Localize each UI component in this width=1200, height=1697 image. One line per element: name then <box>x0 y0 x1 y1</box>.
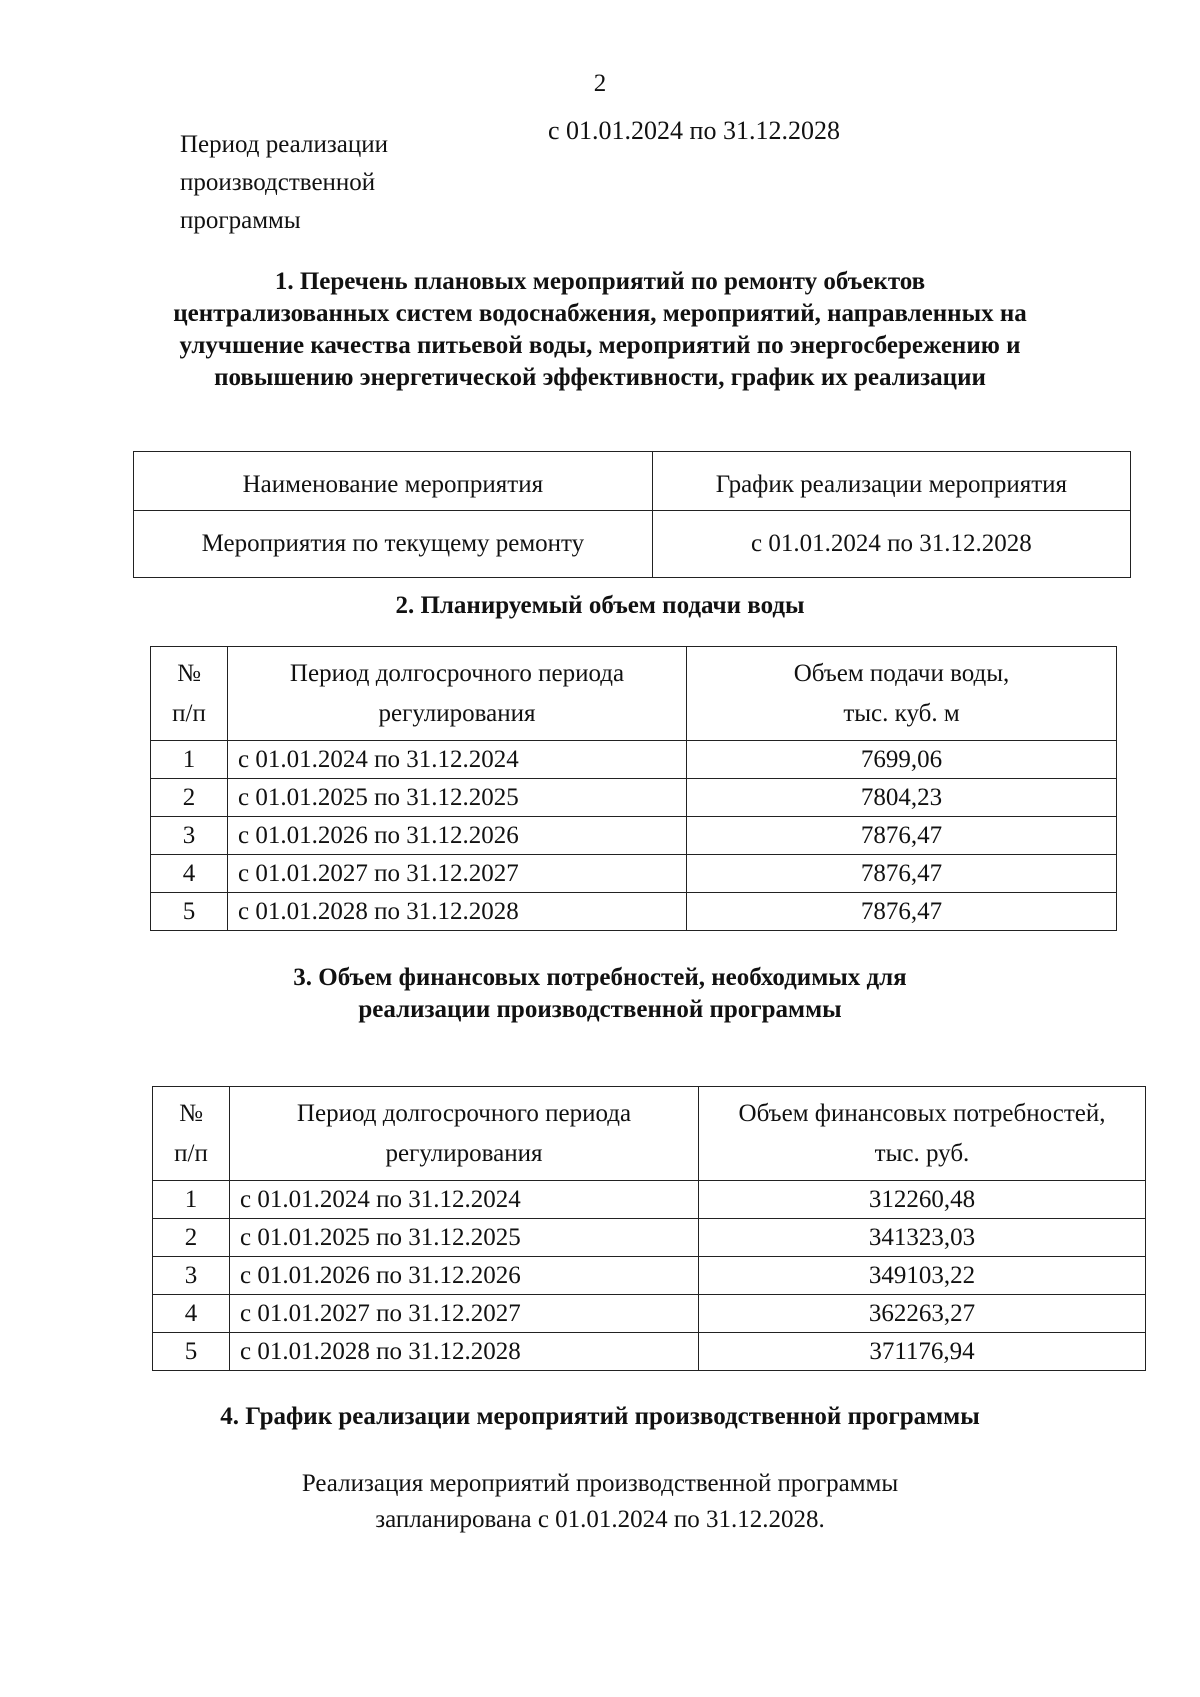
column-header-number <box>151 647 228 741</box>
activity-name-cell: Мероприятия по текущему ремонту <box>134 511 653 578</box>
amount-cell: 312260,48 <box>699 1181 1146 1219</box>
row-number-cell: 3 <box>153 1257 230 1295</box>
amount-cell: 362263,27 <box>699 1295 1146 1333</box>
table-header-row <box>151 647 1117 741</box>
page-number: 2 <box>593 70 607 97</box>
header-line: Период долгосрочного периода <box>289 659 625 687</box>
closing-paragraph <box>300 1466 900 1538</box>
amount-cell: 341323,03 <box>699 1219 1146 1257</box>
column-header-financial-needs <box>699 1087 1146 1181</box>
header-line: тыс. куб. м <box>843 699 960 727</box>
row-number-cell: 2 <box>151 779 228 817</box>
column-header-schedule: График реализации мероприятия <box>652 452 1130 511</box>
period-label-line: программы <box>180 207 301 234</box>
header-line: Объем финансовых потребностей, <box>738 1099 1106 1127</box>
period-cell: с 01.01.2024 по 31.12.2024 <box>228 741 687 779</box>
column-header-period <box>228 647 687 741</box>
header-line: № <box>179 1099 203 1127</box>
section-3-title <box>120 962 1080 1026</box>
table-row <box>153 1295 1146 1333</box>
section-1-title-line: повышению энергетической эффективности, график их реализации <box>214 364 986 391</box>
row-number-cell: 3 <box>151 817 228 855</box>
period-cell: с 01.01.2027 по 31.12.2027 <box>230 1295 699 1333</box>
period-label-line: производственной <box>180 169 376 196</box>
activities-table <box>133 451 1131 578</box>
header-line: п/п <box>174 1139 208 1167</box>
section-1-title-line: улучшение качества питьевой воды, мероприятий по энергосбережению и <box>179 332 1021 359</box>
row-number-cell: 5 <box>153 1333 230 1371</box>
water-supply-table <box>150 646 1117 931</box>
period-cell: с 01.01.2024 по 31.12.2024 <box>230 1181 699 1219</box>
row-number-cell: 1 <box>151 741 228 779</box>
row-number-cell: 5 <box>151 893 228 931</box>
table-header-row <box>153 1087 1146 1181</box>
table-row <box>153 1257 1146 1295</box>
period-cell: с 01.01.2027 по 31.12.2027 <box>228 855 687 893</box>
column-header-number <box>153 1087 230 1181</box>
section-4-title: 4. График реализации мероприятий производственной программы <box>220 1403 980 1430</box>
section-3-title-line: 3. Объем финансовых потребностей, необходимых для <box>293 964 907 991</box>
closing-line: запланирована с 01.01.2024 по 31.12.2028. <box>375 1506 825 1533</box>
volume-cell: 7876,47 <box>687 855 1117 893</box>
table-row <box>153 1333 1146 1371</box>
table-row <box>134 511 1131 578</box>
period-cell: с 01.01.2025 по 31.12.2025 <box>230 1219 699 1257</box>
column-header-activity: Наименование мероприятия <box>134 452 653 511</box>
amount-cell: 371176,94 <box>699 1333 1146 1371</box>
table-header-row <box>134 452 1131 511</box>
row-number-cell: 4 <box>153 1295 230 1333</box>
table-row <box>151 855 1117 893</box>
period-label <box>180 126 480 240</box>
table-row <box>151 817 1117 855</box>
row-number-cell: 2 <box>153 1219 230 1257</box>
table-row <box>153 1219 1146 1257</box>
volume-cell: 7876,47 <box>687 893 1117 931</box>
header-line: Объем подачи воды, <box>793 659 1010 687</box>
amount-cell: 349103,22 <box>699 1257 1146 1295</box>
column-header-period <box>230 1087 699 1181</box>
section-1-title-line: 1. Перечень плановых мероприятий по ремонту объектов <box>274 268 926 295</box>
section-3-title-line: реализации производственной программы <box>358 996 842 1023</box>
period-cell: с 01.01.2028 по 31.12.2028 <box>228 893 687 931</box>
period-cell: с 01.01.2028 по 31.12.2028 <box>230 1333 699 1371</box>
row-number-cell: 4 <box>151 855 228 893</box>
header-line: Период долгосрочного периода <box>296 1099 632 1127</box>
period-cell: с 01.01.2025 по 31.12.2025 <box>228 779 687 817</box>
header-line: регулирования <box>385 1139 543 1167</box>
section-1-title-line: централизованных систем водоснабжения, мероприятий, направленных на <box>173 300 1027 327</box>
header-line: № <box>177 659 201 687</box>
financial-needs-table <box>152 1086 1146 1371</box>
section-1-title <box>120 266 1080 394</box>
section-2-title: 2. Планируемый объем подачи воды <box>395 592 805 619</box>
volume-cell: 7876,47 <box>687 817 1117 855</box>
period-label-line: Период реализации <box>180 131 388 158</box>
closing-line: Реализация мероприятий производственной программы <box>301 1470 899 1497</box>
table-row <box>151 893 1117 931</box>
table-row <box>151 741 1117 779</box>
column-header-volume <box>687 647 1117 741</box>
period-value: с 01.01.2024 по 31.12.2028 <box>548 116 840 145</box>
volume-cell: 7699,06 <box>687 741 1117 779</box>
header-line: регулирования <box>378 699 536 727</box>
header-line: п/п <box>172 699 206 727</box>
period-cell: с 01.01.2026 по 31.12.2026 <box>228 817 687 855</box>
table-row <box>151 779 1117 817</box>
volume-cell: 7804,23 <box>687 779 1117 817</box>
row-number-cell: 1 <box>153 1181 230 1219</box>
activity-schedule-cell: с 01.01.2024 по 31.12.2028 <box>652 511 1130 578</box>
period-cell: с 01.01.2026 по 31.12.2026 <box>230 1257 699 1295</box>
header-line: тыс. руб. <box>874 1139 970 1167</box>
table-row <box>153 1181 1146 1219</box>
